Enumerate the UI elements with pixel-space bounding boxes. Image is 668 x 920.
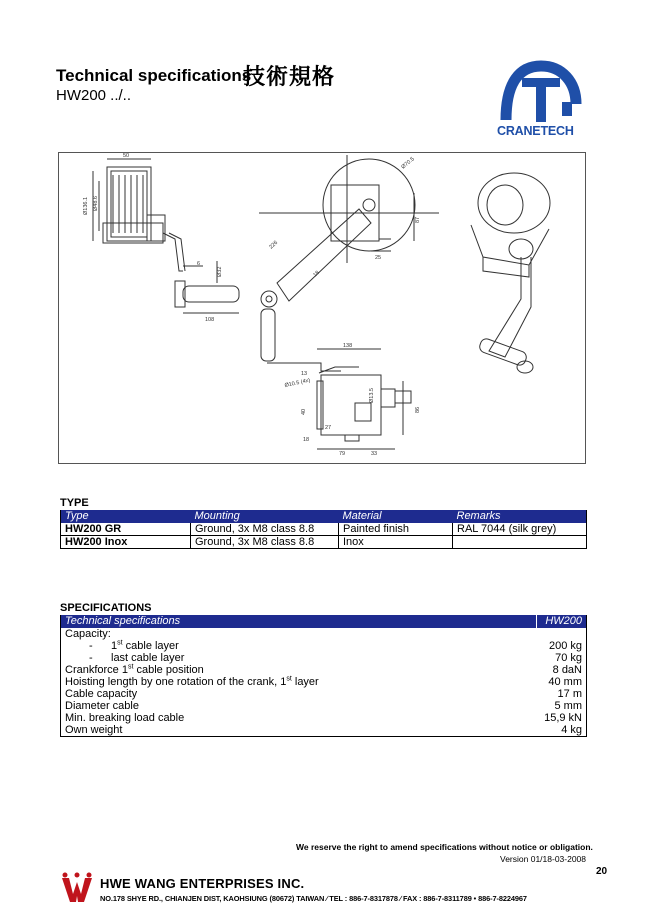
dim-label: 50 <box>123 153 130 159</box>
page-title-chinese: 技術規格 <box>243 64 336 89</box>
spec-value: 200 kg <box>548 640 582 652</box>
dim-label: 108 <box>205 317 215 323</box>
table-row <box>61 523 587 536</box>
dim-label: 18 <box>312 269 321 279</box>
material-col-header: Material <box>339 510 453 523</box>
specifications-heading: SPECIFICATIONS <box>60 602 152 614</box>
spec-value: 15,9 kN <box>544 712 582 724</box>
spec-value: 17 m <box>557 688 582 700</box>
table-row <box>61 536 587 549</box>
type-cell: HW200 Inox <box>61 536 191 549</box>
table-row <box>61 700 587 712</box>
model-subtitle: HW200 ../.. <box>56 87 132 104</box>
dim-label: 33 <box>371 451 378 457</box>
spec-value: 8 daN <box>552 664 582 676</box>
spec-value <box>537 628 587 640</box>
company-name: HWE WANG ENTERPRISES INC. <box>100 876 305 891</box>
spec-model-col-header: HW200 <box>537 615 587 628</box>
spec-value: 5 mm <box>554 700 582 712</box>
table-row <box>61 628 587 640</box>
spec-label: Hoisting length by one rotation of the crank, 1st layer <box>65 675 319 688</box>
type-cell: HW200 GR <box>61 523 191 536</box>
dim-label: Ø136.1 <box>83 196 89 215</box>
version-text: Version 01/18-03-2008 <box>500 854 587 864</box>
spec-label: Own weight <box>65 724 123 736</box>
dim-label: 86 <box>415 406 421 413</box>
spec-value: 70 kg <box>555 652 582 664</box>
dim-label: Ø32 <box>217 266 223 277</box>
type-table <box>60 510 587 549</box>
logo-text: CRANETECH <box>497 124 574 138</box>
page-number: 20 <box>596 866 608 877</box>
material-cell: Inox <box>339 536 453 549</box>
dim-label: 138 <box>343 343 353 349</box>
dim-label: 226 <box>268 239 280 251</box>
material-cell: Painted finish <box>339 523 453 536</box>
spec-label-col-header: Technical specifications <box>61 615 537 628</box>
hwe-wang-logo <box>60 872 94 908</box>
spec-label: Crankforce 1st cable position <box>65 663 204 676</box>
dim-label: Ø48.6 <box>93 196 99 211</box>
dim-label: 6 <box>197 261 201 267</box>
table-row <box>61 724 587 737</box>
table-row <box>61 640 587 652</box>
remarks-col-header: Remarks <box>453 510 587 523</box>
page-title: Technical specifications <box>56 66 252 85</box>
front-view-winch <box>259 155 439 361</box>
mounting-col-header: Mounting <box>191 510 339 523</box>
dim-label: 18 <box>303 437 310 443</box>
disclaimer-text: We reserve the right to amend specifications without notice or obligation. <box>296 842 593 852</box>
remarks-cell: RAL 7044 (silk grey) <box>453 523 587 536</box>
mounting-cell: Ground, 3x M8 class 8.8 <box>191 523 339 536</box>
mounting-cell: Ground, 3x M8 class 8.8 <box>191 536 339 549</box>
spec-label: Capacity: <box>65 628 111 640</box>
company-address: NO.178 SHYE RD., CHIANJEN DIST, KAOHSIUNG (80672) TAIWAN ∕ TEL : 886-7-8317878 ∕ FAX : 886-7-8311789 • 886-7-8224967 <box>100 894 527 903</box>
dim-label: 40 <box>301 408 307 415</box>
remarks-cell <box>453 536 587 549</box>
dim-label: 25 <box>375 255 382 261</box>
dim-label: 27 <box>325 425 332 431</box>
dim-label: Ø13.5 <box>369 388 375 403</box>
spec-label: - 1st cable layer <box>89 639 179 652</box>
table-row <box>61 688 587 700</box>
side-view-winch <box>93 159 239 313</box>
dim-label: 13 <box>301 371 308 377</box>
perspective-view-winch <box>471 173 550 373</box>
spec-value: 4 kg <box>561 724 582 736</box>
technical-drawing <box>58 152 586 464</box>
table-row <box>61 652 587 664</box>
dim-label: 79 <box>339 451 346 457</box>
spec-label: Cable capacity <box>65 688 138 700</box>
dim-label: Ø10.5 (4x) <box>284 377 311 389</box>
dim-label: 87 <box>415 216 421 223</box>
dim-label: Ø70.5 <box>400 156 416 171</box>
spec-value: 40 mm <box>548 676 582 688</box>
table-row <box>61 664 587 676</box>
spec-label: Diameter cable <box>65 700 139 712</box>
type-col-header: Type <box>61 510 191 523</box>
top-view-winch <box>267 349 411 449</box>
spec-label: - last cable layer <box>89 652 185 664</box>
spec-label: Min. breaking load cable <box>65 712 185 724</box>
table-row <box>61 712 587 724</box>
specifications-table <box>60 615 587 737</box>
table-row <box>61 676 587 688</box>
type-heading: TYPE <box>60 497 89 509</box>
